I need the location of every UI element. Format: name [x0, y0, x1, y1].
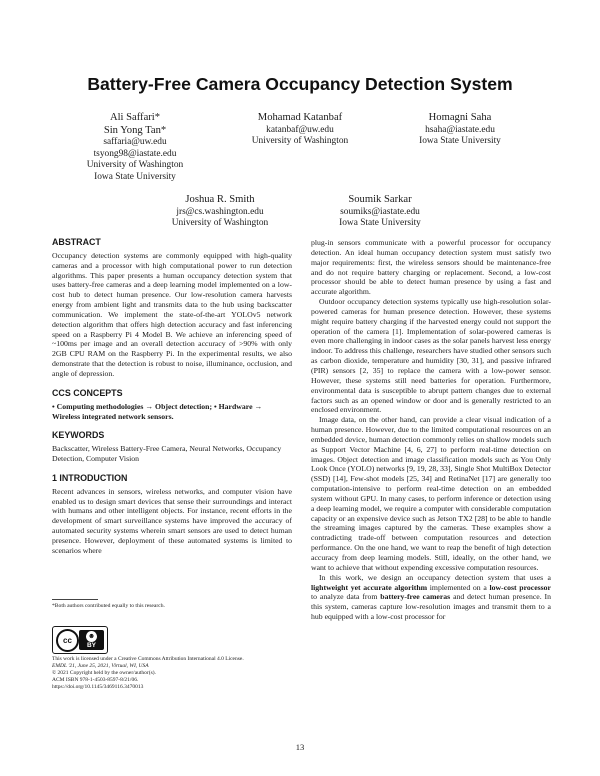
emphasis-text: low-cost processor: [489, 582, 551, 592]
intro-paragraph: Recent advances in sensors, wireless networks, and computer vision have enabled us to design smart devices that sense their surroundings and interact with humans and other intelligent objects. For instance, recent efforts in the development of smart surveillance systems have improved the accuracy of automated security systems wherein smart sensors are used to detect human presence. However, deployment of these automated systems is limited to scenarios where: [52, 486, 292, 555]
abstract-text: Occupancy detection systems are commonly equipped with high-quality cameras and a processor with high computational power to run detection algorithms. This paper presents a human occupancy detection system that uses battery-free cameras and a deep learning model implemented on a low-cost hub to detect human presence. Our low-resolution camera harvests energy from ambient light and transmits data to the hub using backscatter communication. We implement the state-of-the-art YOLOv5 network detection algorithm that offers high detection accuracy and fast inferencing speed on a Raspberry Pi 4 Model B. We achieve an inferencing speed of ~100ms per image and an overall detection accuracy of >90% with only 2GB CPU RAM on the Raspberry Pi. In the experimental results, we also demonstrate that the detection is robust to noise, illuminance, occlusion, and angle of depression.: [52, 250, 292, 378]
author-name: Sin Yong Tan*: [103, 124, 167, 136]
emphasis-text: battery-free cameras: [380, 592, 451, 602]
ccs-heading: CCS CONCEPTS: [52, 387, 123, 398]
license-line: This work is licensed under a Creative Commons Attribution International 4.0 License.: [52, 656, 244, 662]
author-name: Soumik Sarkar: [348, 194, 412, 205]
author-name: Homagni Saha: [428, 112, 492, 123]
doi-link[interactable]: https://doi.org/10.1145/3469116.3470013: [52, 683, 144, 690]
author-email: tsyong98@iastate.edu: [93, 148, 177, 159]
author-email: katanbaf@uw.edu: [266, 124, 334, 135]
author-name: Joshua R. Smith: [185, 194, 255, 205]
isbn-line: ACM ISBN 978-1-4503-8597-8/21/06.: [52, 676, 139, 683]
text-run: and detect human presence. In this system, cameras capture low-resolution images and transmit them to a hub equipped with a low-cost processor for: [311, 592, 551, 622]
ccs-text: • Computing methodologies → Object detection; • Hardware → Wireless integrated network sensors.: [52, 401, 263, 421]
right-column: [311, 238, 551, 622]
body-paragraph: plug-in sensors communicate with a powerful processor for occupancy detection. An ideal human occupancy detection system must satisfy two major requirements: first, the wireless sensors should be maintenance-free and do not require battery charging or replacement. Second, a low-cost processor should be able to detect human presence by using a fast and accurate algorithm.: [311, 238, 551, 297]
author-affiliation: University of Washington: [171, 218, 269, 228]
author-name: Ali Saffari*: [109, 112, 161, 123]
author-affiliation: Iowa State University: [419, 136, 501, 146]
copyright-line: © 2021 Copyright held by the owner/author(s).: [52, 669, 156, 676]
author-affiliation: University of Washington: [251, 136, 349, 146]
author-block-4: [155, 194, 285, 230]
author-affiliation: University of Washington: [86, 160, 184, 170]
abstract-heading: ABSTRACT: [52, 237, 101, 247]
body-paragraph: Outdoor occupancy detection systems typically use high-resolution solar-powered cameras for human presence detection. However, these systems might require battery charging if the harvested energy could not support the operation of the camera [1]. Implementation of solar-powered cameras is even more challenging in indoor cases as the solar panels harvest less energy indoor. To address this challenge, researchers have studied other sensors such as carbon dioxide, temperature and humidity [30, 31], and passive infrared (PIR) sensors [2, 35] to replace the camera with a low-power sensor. However, these systems still need batteries for operation. Furthermore, environmental data is susceptible to abrupt pattern changes due to external factors such as an opened window or door and is generally restricted to an enclosed environment.: [311, 297, 551, 415]
license-block: [52, 656, 297, 691]
left-column: [52, 238, 292, 556]
keywords-heading: KEYWORDS: [52, 430, 105, 441]
author-block-1: [70, 112, 200, 183]
author-affiliation: Iowa State University: [94, 171, 176, 182]
author-email: hsaha@iastate.edu: [425, 124, 495, 135]
body-paragraph: [311, 573, 551, 622]
text-run: In this work, we design an occupancy detection system that uses a: [319, 572, 551, 582]
emphasis-text: lightweight yet accurate algorithm: [311, 582, 428, 592]
author-affiliation: Iowa State University: [339, 218, 421, 228]
author-email: saffaria@uw.edu: [103, 137, 167, 147]
footnote: *Both authors contributed equally to this research.: [52, 603, 165, 609]
venue-line: EMDL '21, June 25, 2021, Virtual, WI, USA: [52, 662, 149, 669]
cc-by-label: BY: [86, 642, 97, 649]
paper-title: Battery-Free Camera Occupancy Detection System: [87, 74, 513, 94]
page-number: 13: [295, 742, 305, 752]
creative-commons-logo[interactable]: [52, 626, 108, 654]
author-email: soumiks@iastate.edu: [340, 206, 420, 217]
keywords-text: Backscatter, Wireless Battery-Free Camera, Neural Networks, Occupancy Detection, Computer Vision: [52, 444, 282, 464]
person-icon: ☻: [87, 633, 96, 640]
cc-by-badge: [79, 630, 104, 650]
author-block-2: [235, 112, 365, 148]
author-email: jrs@cs.washington.edu: [176, 206, 264, 217]
cc-icon: cc: [56, 629, 79, 652]
introduction-heading: 1 INTRODUCTION: [52, 472, 128, 483]
author-name: Mohamad Katanbaf: [257, 112, 343, 123]
text-run: to analyze data from: [311, 592, 381, 602]
text-run: implemented on a: [427, 582, 490, 592]
body-paragraph: Image data, on the other hand, can provide a clear visual indication of a human presence. However, due to the limited computational resources on an embedded device, human detection commonly relies on shallow models such as Support Vector Machine [4, 6, 27] to perform real-time detection on images. Object detection and image classification models such as You Only Look Once (YOLO) networks [9, 19, 28, 33], Single Shot MultiBox Detector (SSD) [14], Few-shot models [25, 34] and RetinaNet [17] are generally too computation-intensive to perform real-time detection on an embedded system without GPU. In many cases, to perform inference or detection using a deep learning model, we require a computer with considerable computation capacity or an expensive device such as Jetson TX2 [28] to be able to handle the streaming images captured by the cameras. These examples show a contradicting trade-off between computation resources and detection performance. On the one hand, we want to reap the benefit of high detection accuracy from deep learning models. Still, ideally, on the other hand, we want to achieve that without expending excessive computation resources.: [311, 415, 552, 572]
author-block-3: [395, 112, 525, 148]
footnote-rule: [52, 599, 98, 600]
author-block-5: [315, 194, 445, 230]
